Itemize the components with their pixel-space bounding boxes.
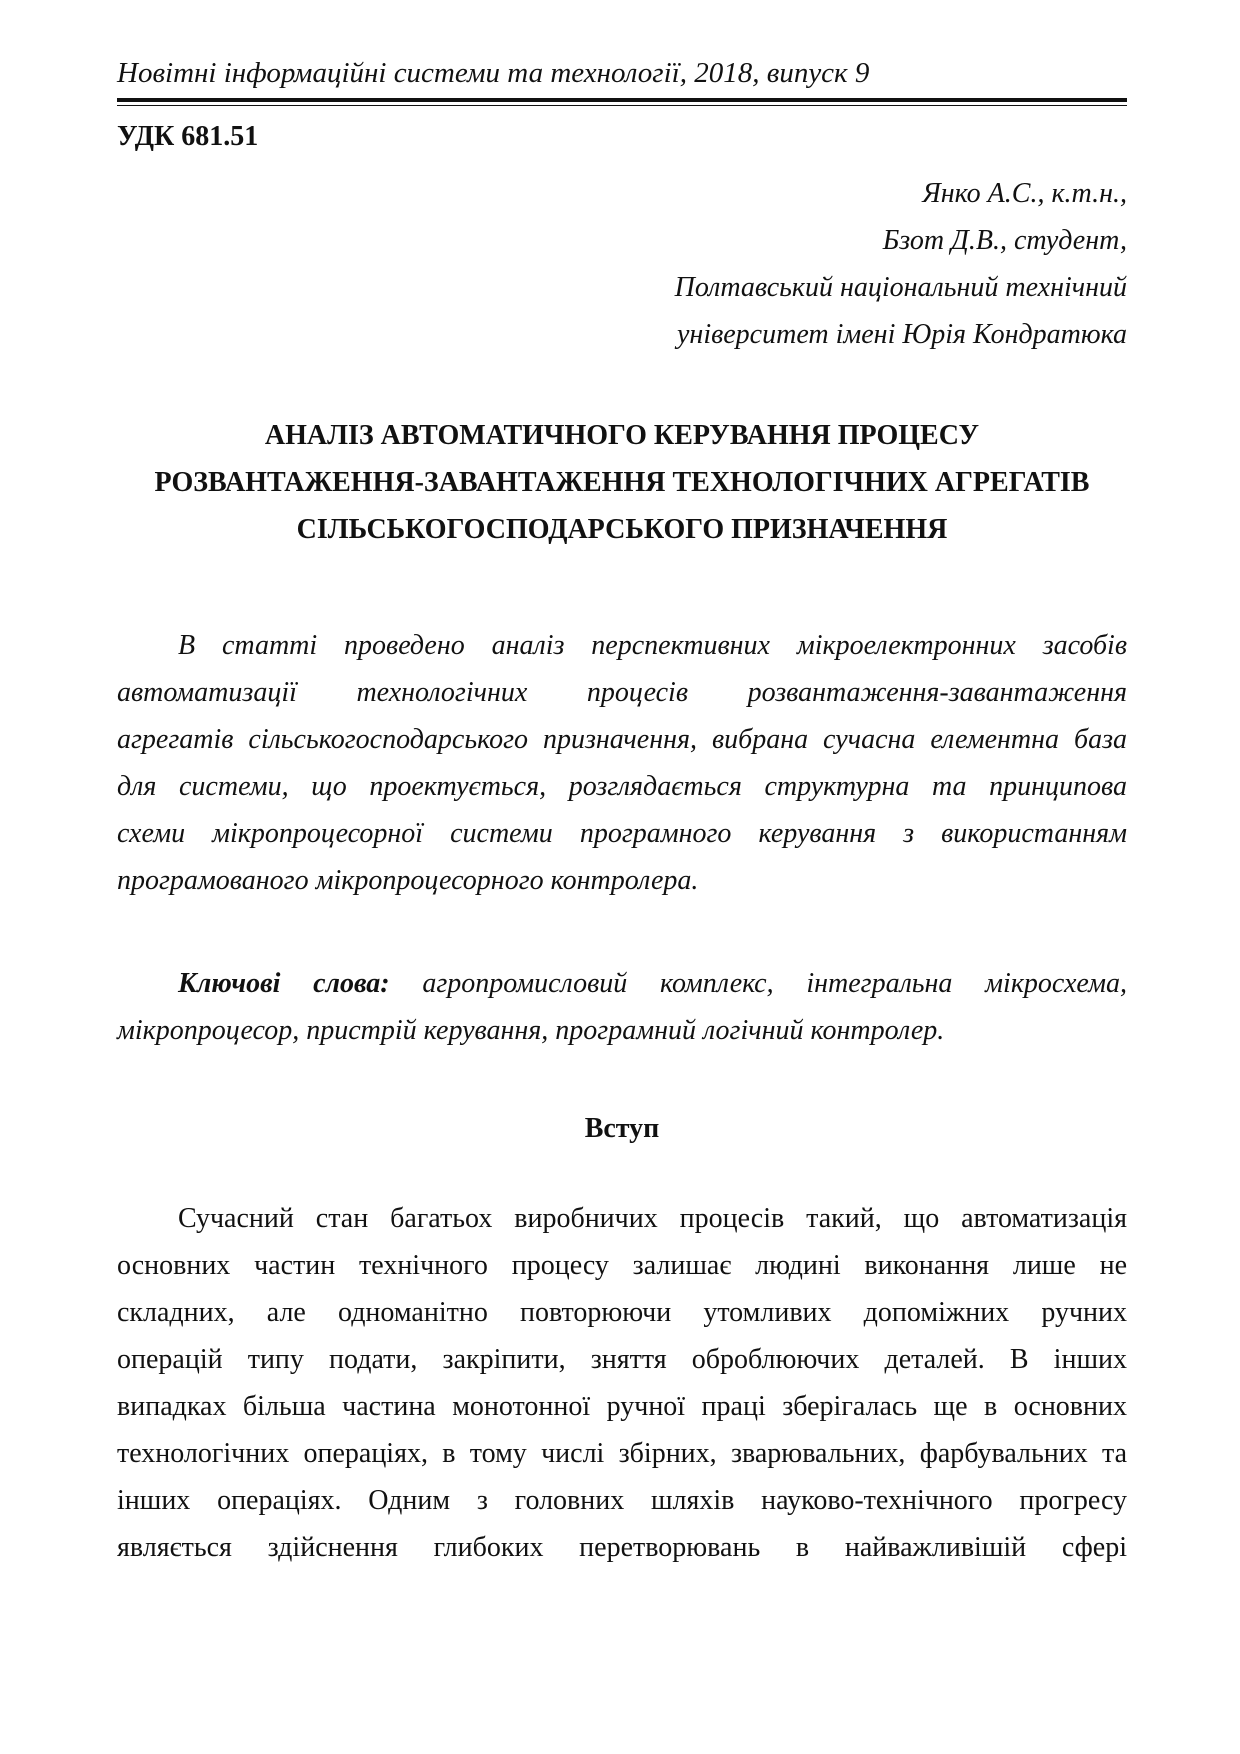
author-line: Бзот Д.В., студент,: [882, 225, 1127, 256]
udk-code: УДК 681.51: [117, 121, 259, 152]
abstract-line: автоматизації технологічних процесів розвантаження-завантаження: [117, 677, 1127, 708]
title-line: РОЗВАНТАЖЕННЯ-ЗАВАНТАЖЕННЯ ТЕХНОЛОГІЧНИХ АГРЕГАТІВ: [154, 467, 1090, 498]
body-line: інших операціях. Одним з головних шляхів науково-технічного прогресу: [117, 1485, 1127, 1516]
paper-title: [117, 412, 1127, 553]
header-rule-thin: [117, 105, 1127, 106]
keywords-line: [117, 960, 1127, 1007]
title-line: АНАЛІЗ АВТОМАТИЧНОГО КЕРУВАННЯ ПРОЦЕСУ: [264, 420, 980, 451]
author-block: [427, 170, 1127, 358]
abstract-line: агрегатів сільськогосподарського призначення, вибрана сучасна елементна база: [117, 724, 1127, 755]
keywords: [117, 960, 1127, 1054]
keywords-text: агропромисловий комплекс, інтегральна мікросхема,: [422, 968, 1128, 999]
abstract-line: В статті проведено аналіз перспективних мікроелектронних засобів: [178, 630, 1127, 661]
affiliation-line: університет імені Юрія Кондратюка: [677, 319, 1127, 350]
abstract-line: схеми мікропроцесорної системи програмного керування з використанням: [117, 818, 1127, 849]
abstract-line: для системи, що проектується, розглядається структурна та принципова: [117, 771, 1127, 802]
body-line: Сучасний стан багатьох виробничих процесів такий, що автоматизація: [178, 1203, 1127, 1234]
body-paragraph: [117, 1195, 1127, 1571]
affiliation-line: Полтавський національний технічний: [674, 272, 1127, 303]
keywords-line: мікропроцесор, пристрій керування, програмний логічний контролер.: [117, 1015, 945, 1046]
body-line: складних, але одноманітно повторюючи утомливих допоміжних ручних: [117, 1297, 1127, 1328]
body-line: випадках більша частина монотонної ручної праці зберігалась ще в основних: [117, 1391, 1127, 1422]
body-line: являється здійснення глибоких перетворювань в найважливішій сфері: [117, 1532, 1127, 1563]
keywords-label: Ключові слова:: [178, 968, 390, 999]
abstract-line: програмованого мікропроцесорного контролера.: [117, 865, 699, 896]
body-line: операцій типу подати, закріпити, зняття оброблюючих деталей. В інших: [117, 1344, 1127, 1375]
body-line: технологічних операціях, в тому числі збірних, зварювальних, фарбувальних та: [117, 1438, 1127, 1469]
journal-header: Новітні інформаційні системи та технології, 2018, випуск 9: [117, 57, 870, 89]
section-heading: Вступ: [584, 1113, 660, 1144]
abstract: [117, 622, 1127, 904]
author-line: Янко А.С., к.т.н.,: [922, 178, 1127, 209]
body-line: основних частин технічного процесу залишає людині виконання лише не: [117, 1250, 1127, 1281]
title-line: СІЛЬСЬКОГОСПОДАРСЬКОГО ПРИЗНАЧЕННЯ: [296, 514, 948, 545]
header-rule-thick: [117, 98, 1127, 102]
